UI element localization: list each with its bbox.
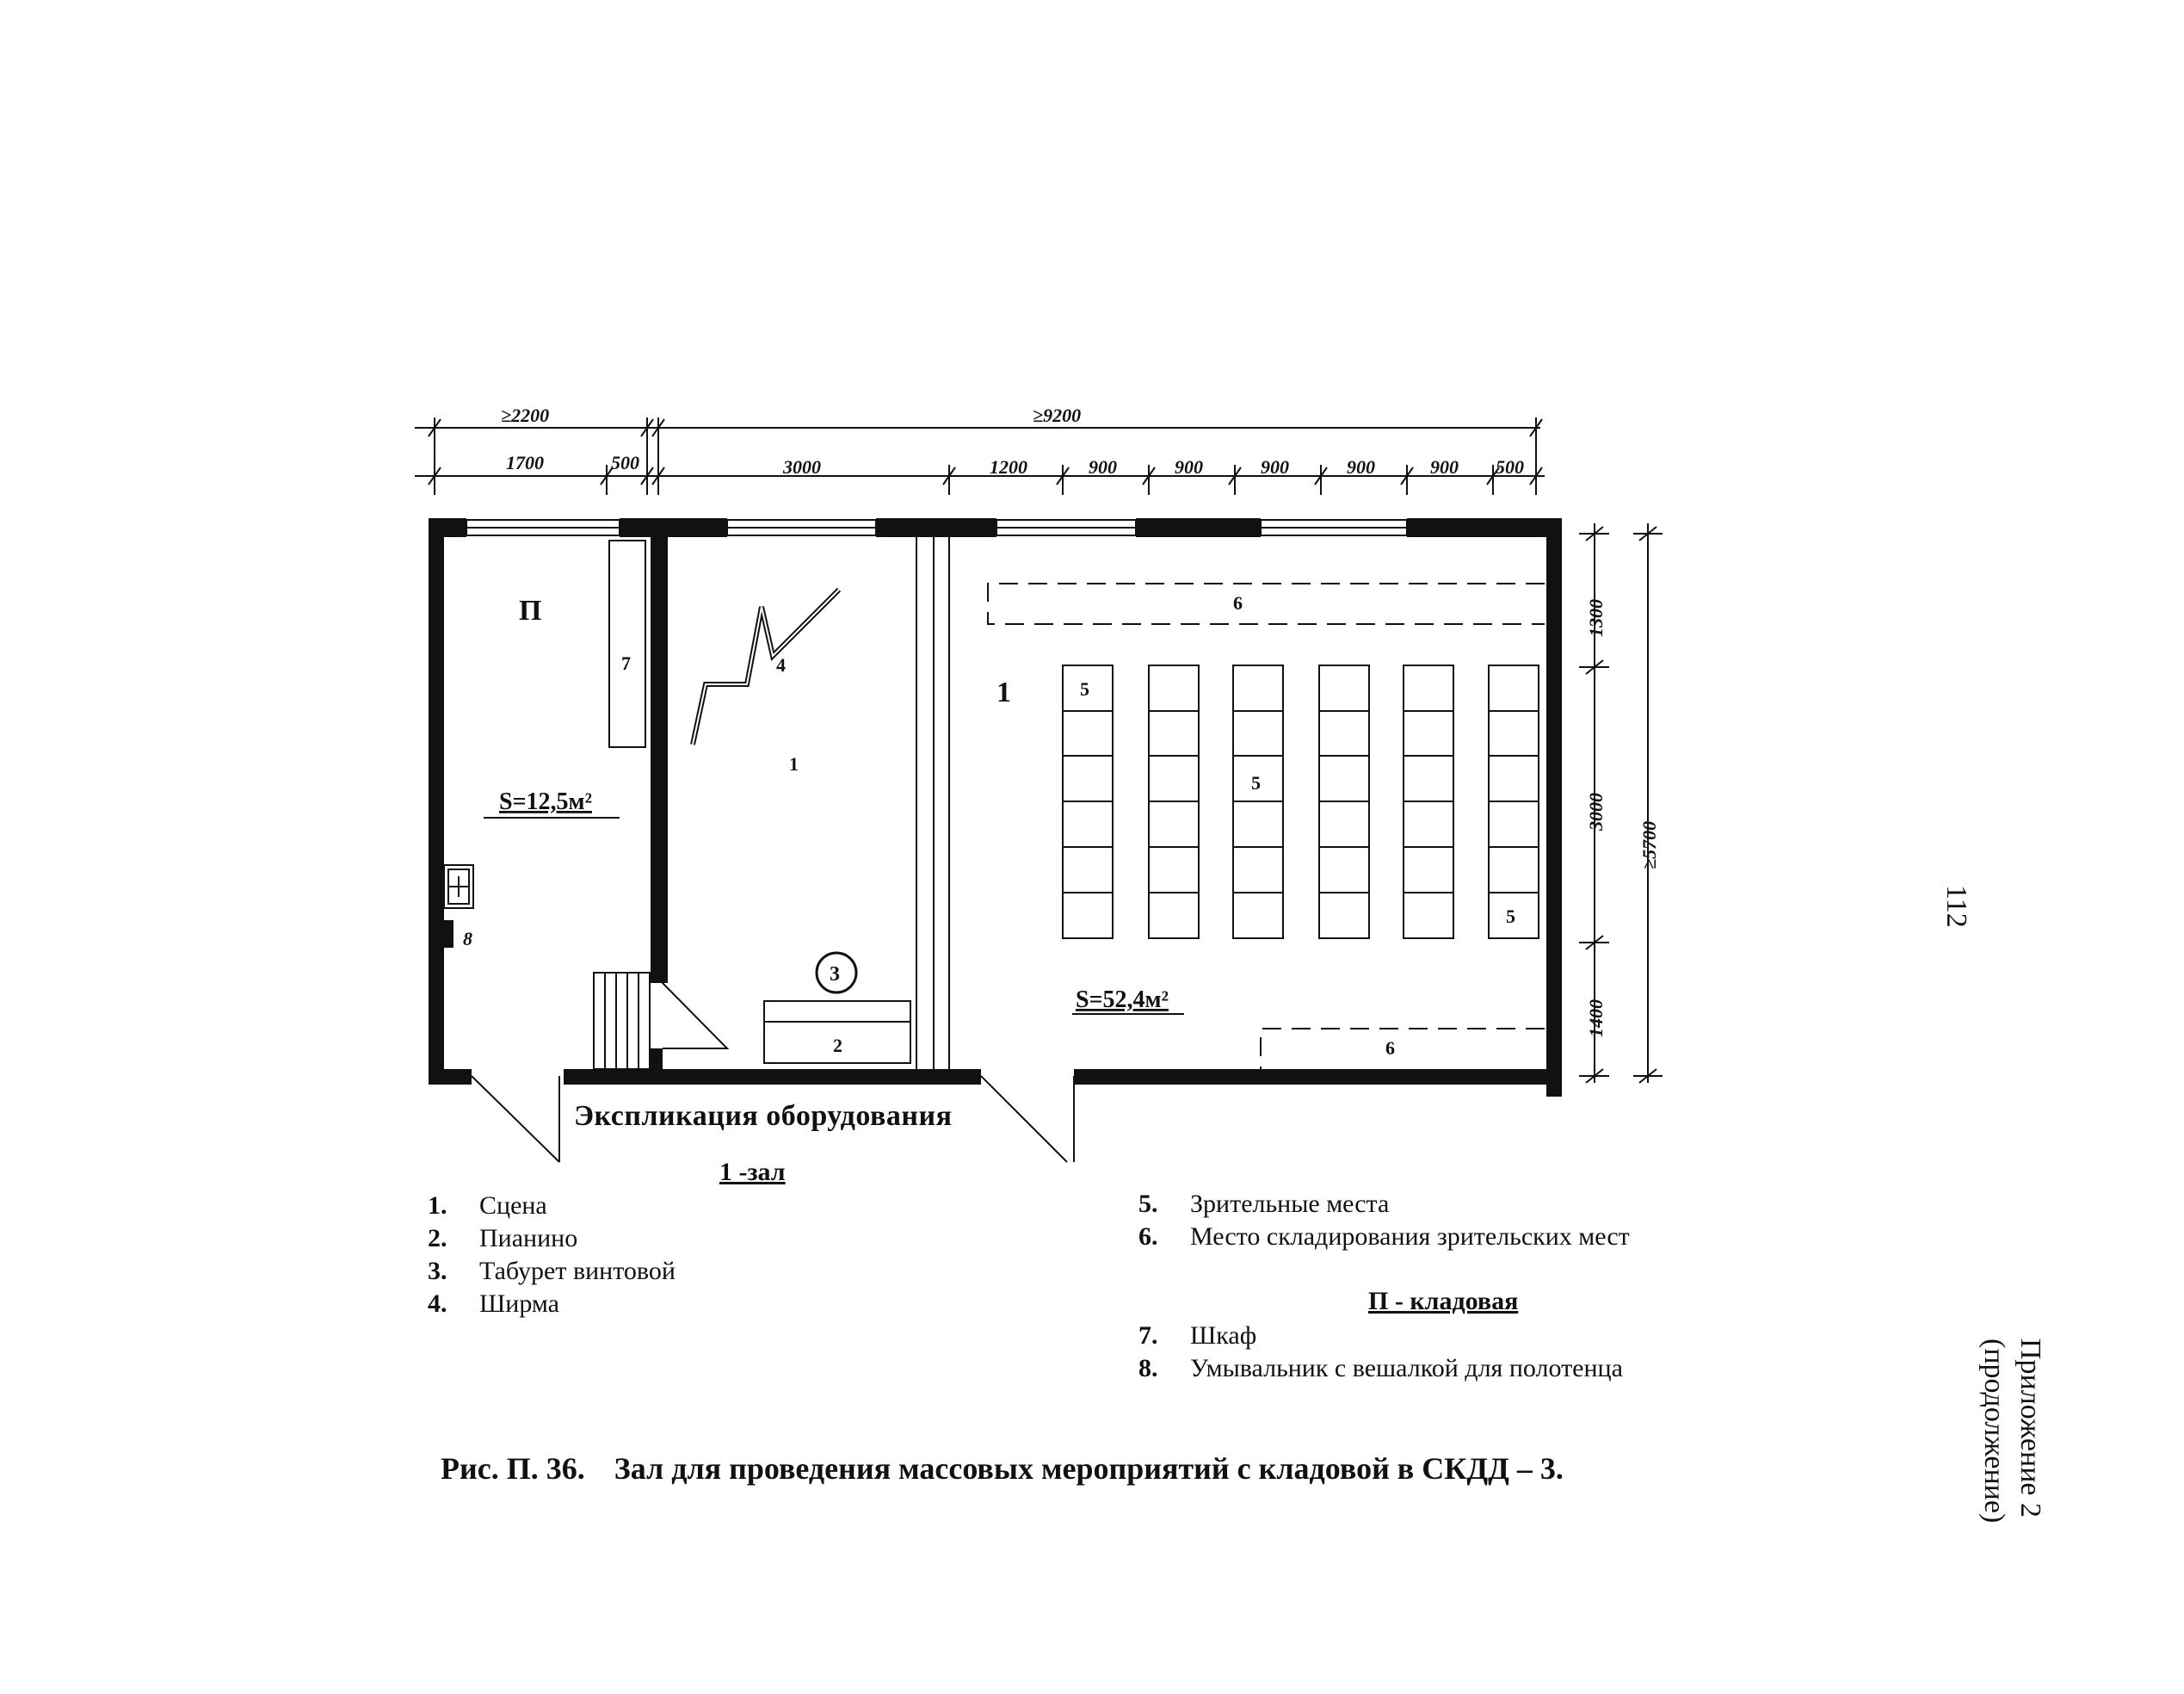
figure-title: Зал для проведения массовых мероприятий с кладовой в СКДД – 3. bbox=[614, 1451, 1564, 1486]
legend-item-text: Зрительные места bbox=[1190, 1190, 1390, 1218]
marker-cabinet: 7 bbox=[621, 652, 631, 674]
marker-stool: 3 bbox=[830, 963, 840, 986]
legend-item-number: 1. bbox=[428, 1191, 447, 1220]
dim-segment-9: 900 bbox=[1430, 456, 1459, 478]
dim-segment-5: 900 bbox=[1089, 456, 1117, 478]
legend-item bbox=[428, 1255, 676, 1288]
appendix-line-1: Приложение 2 bbox=[2014, 1339, 2046, 1518]
marker-piano: 2 bbox=[833, 1035, 842, 1056]
dim-segment-3: 3000 bbox=[783, 456, 821, 478]
marker-seats-a: 5 bbox=[1080, 678, 1089, 700]
legend-item-number: 8. bbox=[1138, 1354, 1158, 1382]
dim-top-total-left: ≥2200 bbox=[501, 405, 550, 426]
storage-zone-bottom bbox=[1261, 1029, 1545, 1069]
legend-item bbox=[428, 1190, 547, 1222]
marker-sink: 8 bbox=[463, 928, 472, 949]
legend-item-text: Шкаф bbox=[1190, 1321, 1257, 1350]
appendix-line-2: (продолжение) bbox=[1978, 1339, 2010, 1524]
legend-item-text: Сцена bbox=[479, 1191, 547, 1220]
marker-seats-c: 5 bbox=[1506, 906, 1515, 927]
dim-segment-4: 1200 bbox=[990, 456, 1027, 478]
dim-right-segment-3: 1400 bbox=[1585, 999, 1607, 1037]
dim-segment-8: 900 bbox=[1347, 456, 1375, 478]
legend-item-text: Место складирования зрительских мест bbox=[1190, 1222, 1630, 1251]
legend-item-text: Умывальник с вешалкой для полотенца bbox=[1190, 1354, 1623, 1382]
legend-item bbox=[1138, 1188, 1389, 1221]
marker-storage-bottom: 6 bbox=[1385, 1037, 1395, 1059]
legend-item-number: 5. bbox=[1138, 1190, 1158, 1218]
legend-item-number: 2. bbox=[428, 1224, 447, 1252]
dim-segment-7: 900 bbox=[1261, 456, 1289, 478]
seat-grid bbox=[1063, 665, 1539, 938]
storage-zone-top bbox=[988, 584, 1545, 624]
dim-right-segment-1: 1300 bbox=[1585, 599, 1607, 637]
explication-title: Экспликация оборудования bbox=[574, 1100, 953, 1132]
dim-segment-1: 1700 bbox=[506, 452, 544, 473]
hall-area: S=52,4м² bbox=[1076, 986, 1169, 1013]
marker-screen: 4 bbox=[776, 654, 786, 676]
legend-item bbox=[1138, 1320, 1256, 1352]
dim-segment-6: 900 bbox=[1175, 456, 1203, 478]
dim-top-total-right: ≥9200 bbox=[1033, 405, 1082, 426]
legend-item-text: Пианино bbox=[479, 1224, 578, 1252]
storage-area: S=12,5м² bbox=[499, 788, 592, 815]
figure-caption bbox=[441, 1450, 1564, 1487]
legend-item-number: 4. bbox=[428, 1289, 447, 1318]
hall-legend-header: 1 -зал bbox=[719, 1158, 786, 1186]
legend-item-text: Табурет винтовой bbox=[479, 1257, 676, 1285]
walls bbox=[429, 518, 1562, 1097]
dim-segment-2: 500 bbox=[611, 452, 639, 473]
legend-item bbox=[428, 1222, 577, 1255]
legend-item bbox=[428, 1288, 559, 1320]
stage-edge bbox=[916, 535, 949, 1069]
top-dimensions bbox=[415, 417, 1545, 495]
screen-zigzag bbox=[693, 590, 839, 745]
page-number: 112 bbox=[1940, 885, 1972, 928]
cabinet bbox=[609, 541, 645, 747]
legend-item bbox=[1138, 1352, 1623, 1385]
legend-item bbox=[1138, 1221, 1630, 1253]
legend-item-text: Ширма bbox=[479, 1289, 559, 1318]
figure-number: Рис. П. 36. bbox=[441, 1451, 585, 1486]
appendix-label bbox=[1976, 1339, 2048, 1523]
storage-legend-header: П - кладовая bbox=[1368, 1287, 1519, 1315]
dim-right-total: ≥5700 bbox=[1638, 820, 1660, 869]
dim-segment-10: 500 bbox=[1496, 456, 1524, 478]
marker-stage: 1 bbox=[789, 753, 799, 775]
marker-seats-b: 5 bbox=[1251, 772, 1261, 794]
legend-item-number: 6. bbox=[1138, 1222, 1158, 1251]
hall-room-label: 1 bbox=[996, 677, 1011, 708]
legend-item-number: 7. bbox=[1138, 1321, 1158, 1350]
dim-right-segment-2: 3000 bbox=[1585, 793, 1607, 831]
storage-room-label: П bbox=[519, 595, 542, 627]
marker-storage-top: 6 bbox=[1233, 592, 1243, 614]
legend-item-number: 3. bbox=[428, 1257, 447, 1285]
